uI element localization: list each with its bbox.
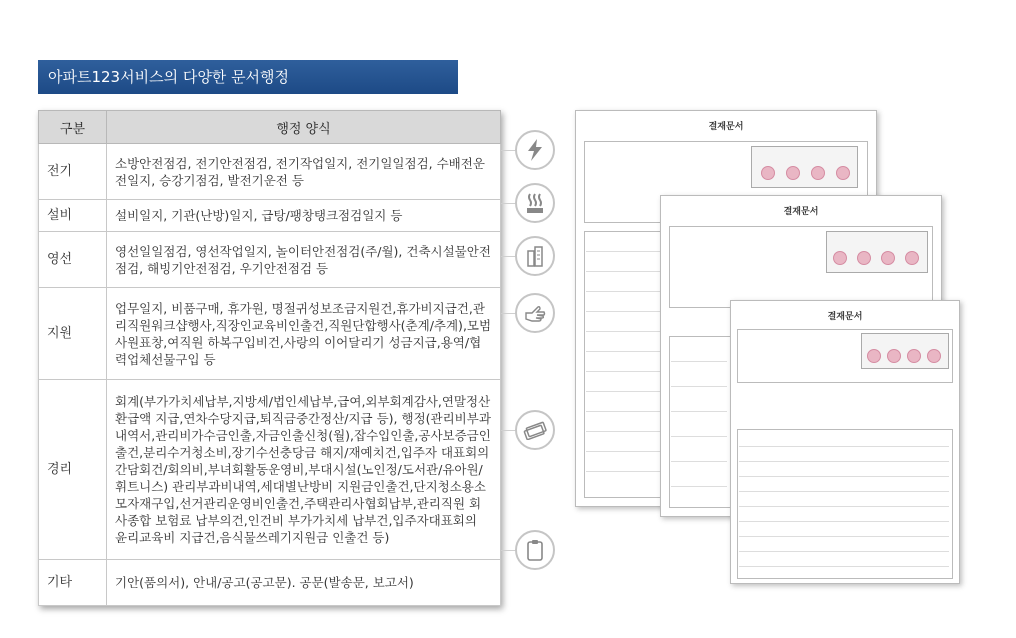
row-category: 영선 bbox=[39, 232, 107, 288]
stamp-icon bbox=[811, 166, 825, 180]
row-category: 경리 bbox=[39, 380, 107, 560]
table-row bbox=[39, 560, 501, 606]
table-header-row bbox=[39, 111, 501, 144]
stamp-icon bbox=[907, 349, 921, 363]
banner-title: 아파트123서비스의 다양한 문서행정 bbox=[48, 68, 290, 86]
row-category: 기타 bbox=[39, 560, 107, 606]
stamp-icon bbox=[857, 251, 871, 265]
heating-icon bbox=[515, 183, 555, 223]
row-forms: 기안(품의서), 안내/공고(공고문). 공문(발송문, 보고서) bbox=[107, 560, 501, 606]
row-category: 지원 bbox=[39, 288, 107, 380]
document-grid bbox=[737, 429, 953, 579]
row-forms: 소방안전점검, 전기안전점검, 전기작업일지, 전기일일점검, 수배전운전일지, 승강기점검, 발전기운전 등 bbox=[107, 144, 501, 200]
stamp-icon bbox=[927, 349, 941, 363]
approval-document-front bbox=[730, 300, 960, 584]
stamp-icon bbox=[786, 166, 800, 180]
header-category: 구분 bbox=[39, 111, 107, 144]
document-title: 결재문서 bbox=[708, 122, 744, 132]
table-row bbox=[39, 380, 501, 560]
stamp-icon bbox=[905, 251, 919, 265]
stamp-icon bbox=[887, 349, 901, 363]
hand-icon bbox=[515, 293, 555, 333]
stamp-icon bbox=[833, 251, 847, 265]
stamp-icon bbox=[761, 166, 775, 180]
table-row bbox=[39, 200, 501, 232]
document-title: 결재문서 bbox=[783, 207, 819, 217]
stamp-icon bbox=[836, 166, 850, 180]
row-forms: 업무일지, 비품구매, 휴가원, 명절귀성보조금지원건,휴가비지급건,관리직원워크샵행사,직장인교육비인출건,직원단합행사(춘계/추계),모범사원표창,여직원 하복구입비건,사랑의 이어달리기 성금지급,용역/협력업체선물구입 등 bbox=[107, 288, 501, 380]
row-forms: 설비일지, 기관(난방)일지, 급탕/팽창탱크점검일지 등 bbox=[107, 200, 501, 232]
row-forms: 영선일일점검, 영선작업일지, 놀이터안전점검(주/월), 건축시설물안전점검, 해빙기안전점검, 우기안전점검 등 bbox=[107, 232, 501, 288]
admin-forms-table-wrapper bbox=[38, 110, 501, 606]
document-title: 결재문서 bbox=[827, 312, 863, 322]
table-row bbox=[39, 288, 501, 380]
stamp-icon bbox=[881, 251, 895, 265]
header-forms: 행정 양식 bbox=[107, 111, 501, 144]
row-category: 전기 bbox=[39, 144, 107, 200]
row-category: 설비 bbox=[39, 200, 107, 232]
row-forms: 회계(부가가치세납부,지방세/법인세납부,급여,외부회계감사,연말정산환급액 지급,연차수당지급,퇴직금중간정산/지급 등), 행정(관리비부과내역서,관리비가수금인출,자금인출신청(월),잡수입인출,공사보증금인출건,분리수거청소비,장기수선충당금 해지/재예치건,입주자 대표회의 간담회건/회의비,부녀회활동운영비,부대시설(노인정/도서관/유아원/휘트니스) 관리부과비내역,세대별난방비 지원금인출건,단지청소용소모자재구입,선거관리운영비인출건,주택관리사협회납부,관리직원 회사종합 보험료 납부의건,인건비 부가가치세 납부건,입주자대표회의 윤리교육비 지급건,음식물쓰레기지원금 인출건 등) bbox=[107, 380, 501, 560]
table-row bbox=[39, 144, 501, 200]
section-banner bbox=[38, 60, 458, 94]
table-row bbox=[39, 232, 501, 288]
building-icon bbox=[515, 236, 555, 276]
lightning-icon bbox=[515, 130, 555, 170]
admin-forms-table bbox=[38, 110, 501, 606]
money-icon bbox=[515, 410, 555, 450]
clipboard-icon bbox=[515, 530, 555, 570]
stamp-icon bbox=[867, 349, 881, 363]
